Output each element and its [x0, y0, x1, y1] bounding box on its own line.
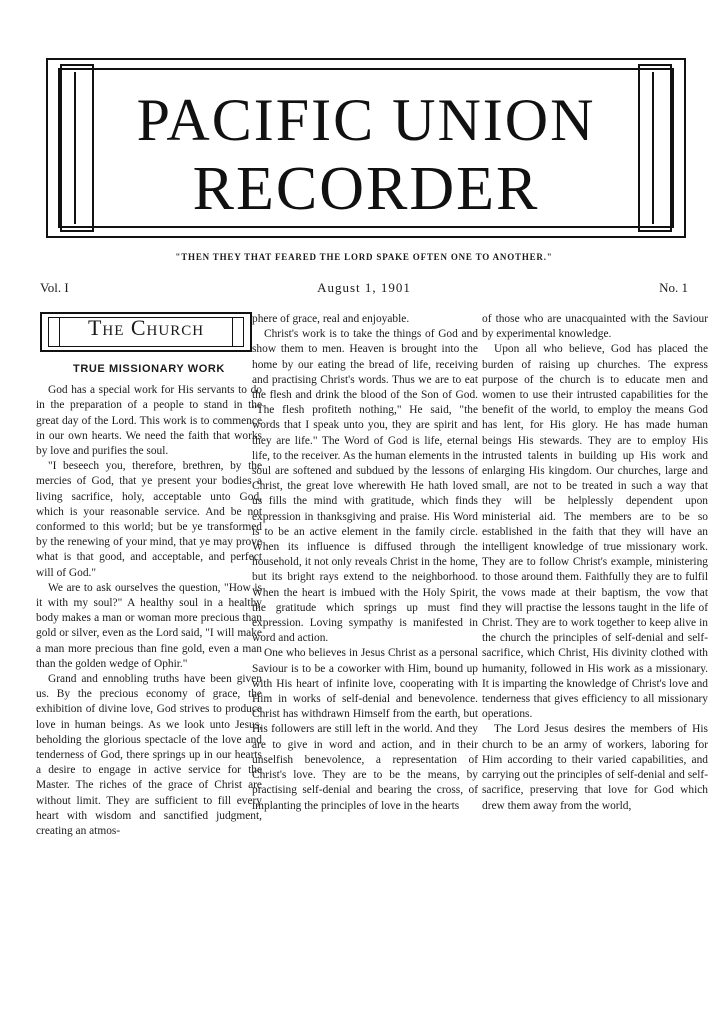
section-title: The Church — [87, 315, 205, 340]
paragraph: God has a special work for His servants to do in the preparation of a people to stand in the great day of the Lord. This work is to commence in our own hearts. We need the faith that works by love and purifies the soul. — [36, 384, 262, 458]
issue-date: August 1, 1901 — [317, 280, 411, 295]
masthead-title-line2: RECORDER — [192, 155, 540, 223]
paragraph: The Lord Jesus desires the members of His church to be an army of workers, laboring for Him according to their varied capabilities, and carrying out the principles of self-denial and self-sacrifice, preserving that love for God which drew them away from the world, — [482, 723, 708, 812]
paragraph: One who believes in Jesus Christ as a personal Saviour is to be a coworker with Him, bound up with His heart of infinite love, cooperating with Him in works of self-denial and benevolence. Christ has withdrawn Himself from the earth, but His followers are still left in the world. And they are to give in word and action, and in their unselfish benevolence, a representation of Christ's love. They are to be the means, by practising self-denial and bearing the cross, of implanting the principles of love in the hearts — [252, 647, 478, 812]
paragraph: We are to ask ourselves the question, "How is it with my soul?" A healthy soul in a healthy body makes a man or woman more precious than gold or silver, even as the Lord said, "I will make a man more precious than fine gold, even a man than the golden wedge of Ophir." — [36, 581, 262, 670]
column-3 — [482, 312, 708, 814]
paragraph: of those who are unacquainted with the Saviour by experimental knowledge. — [482, 313, 708, 341]
dateline — [40, 280, 688, 296]
volume-label: Vol. I — [40, 280, 69, 295]
paragraph: Christ's work is to take the things of God and show them to men. Heaven is brought into the home by our eating the bread of life, receiving and practising Christ's words. Thus we are to eat the flesh and drink the blood of the Son of God. "The flesh profiteth nothing," He said, "the words that I speak unto you, they are spirit and they are life." The Word of God is life, eternal life, to the receiver. As the human elements in the soul are softened and subdued by the lessons of Christ, the great love wherewith He hath loved us fills the mind with gratitude, which finds expression in thanksgiving and praise. His Word is to be an active element in the family circle. When its influence is diffused through the household, it not only reveals Christ in the home, but its bright rays extend to the neighborhood. When the heart is imbued with the Holy Spirit, the gratitude which springs up must find expression. Loving sympathy is manifested in word and action. — [252, 328, 478, 645]
issue-number: No. 1 — [659, 280, 688, 295]
column-2 — [252, 312, 478, 814]
paragraph: phere of grace, real and enjoyable. — [252, 313, 410, 325]
paragraph: Grand and ennobling truths have been given us. By the precious economy of grace, the exhibition of divine love, God strives to produce love in human beings. As we look unto Jesus, beholding the glorious spectacle of the love and tenderness of God, there springs up in our hearts a desire to engage in active service for the Master. The riches of the grace of Christ are without limit. They are sufficient to fill every heart with wisdom and sanctified judgment, creating an atmos- — [36, 673, 262, 838]
masthead-title-line1: PACIFIC UNION — [136, 87, 596, 153]
paragraph: "I beseech you, therefore, brethren, by the mercies of God, that ye present your bodies a living sacrifice, holy, acceptable unto God, which is your reasonable service. And be not conformed to this world; but be ye transformed by the renewing of your mind, that ye may prove what is that good, and acceptable, and perfect will of God." — [36, 460, 262, 579]
paragraph: Upon all who believe, God has placed the burden of raising up churches. The express purpose of the church is to educate men and women to use their intrusted capabilities for the benefit of the world, to employ the means God has lent, for His glory. He has made human beings His stewards. They are to employ His intrusted talents in building up His work and enlarging His kingdom. Our churches, large and small, are not to be treated in such a way that they will be helplessly dependent upon ministerial aid. The members are to be so established in the faith that they will have an intelligent knowledge of true missionary work. They are to follow Christ's example, ministering to those around them. Faithfully they are to fulfil the vows made at their baptism, the vow that they will practise the lessons taught in the life of Christ. They are to work together to keep alive in the church the principles of self-denial and self-sacrifice, which Christ, His divinity clothed with humanity, followed in His work as a missionary. It is imparting the knowledge of Christ's love and tenderness that gives efficiency to all missionary operations. — [482, 343, 708, 721]
masthead — [46, 58, 686, 238]
motto: "THEN THEY THAT FEARED THE LORD SPAKE OFTEN ONE TO ANOTHER." — [175, 252, 553, 262]
section-header-box — [40, 312, 252, 352]
article-headline: TRUE MISSIONARY WORK — [73, 363, 225, 375]
column-1 — [36, 312, 262, 839]
